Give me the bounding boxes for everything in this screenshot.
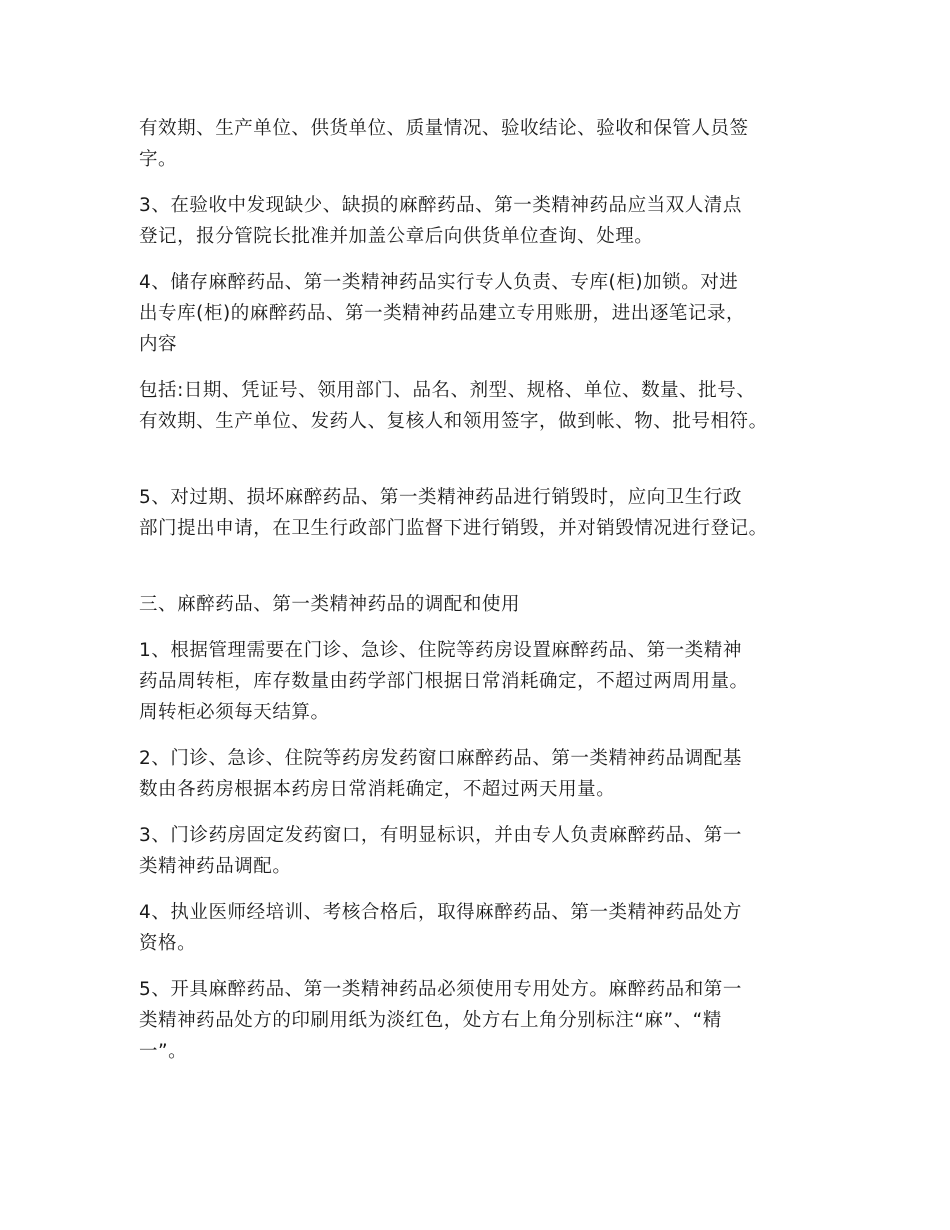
- text-line: 部门提出申请，在卫生行政部门监督下进行销毁，并对销毁情况进行登记。: [139, 518, 768, 539]
- paragraph-dispensing-2-base: [139, 743, 829, 805]
- text-line: 1、根据管理需要在门诊、急诊、住院等药房设置麻醉药品、第一类精神: [139, 640, 742, 661]
- text-line: 2、门诊、急诊、住院等药房发药窗口麻醉药品、第一类精神药品调配基: [139, 748, 742, 769]
- text-line: 有效期、生产单位、发药人、复核人和领用签字，做到帐、物、批号相符。: [139, 411, 768, 432]
- text-line: 4、储存麻醉药品、第一类精神药品实行专人负责、专库(柜)加锁。对进: [139, 272, 739, 293]
- text-line: 内容: [139, 334, 178, 355]
- text-line: 包括:日期、凭证号、领用部门、品名、剂型、规格、单位、数量、批号、: [139, 380, 756, 401]
- text-line: 出专库(柜)的麻醉药品、第一类精神药品建立专用账册，进出逐笔记录，: [139, 303, 746, 324]
- paragraph-item-5-destruction: [139, 482, 829, 544]
- text-line: 3、在验收中发现缺少、缺损的麻醉药品、第一类精神药品应当双人清点: [139, 195, 742, 216]
- text-line: 有效期、生产单位、供货单位、质量情况、验收结论、验收和保管人员签: [139, 118, 749, 139]
- paragraph-acceptance-record: [139, 113, 829, 175]
- text-line: 类精神药品调配。: [139, 856, 292, 877]
- text-line: 三、麻醉药品、第一类精神药品的调配和使用: [139, 594, 521, 615]
- text-line: 5、对过期、损坏麻醉药品、第一类精神药品进行销毁时，应向卫生行政: [139, 487, 742, 508]
- text-line: 资格。: [139, 933, 197, 954]
- paragraph-dispensing-5-prescription: [139, 974, 829, 1067]
- text-line: 字。: [139, 149, 178, 170]
- text-line: 数由各药房根据本药房日常消耗确定，不超过两天用量。: [139, 779, 616, 800]
- paragraph-dispensing-3-window: [139, 820, 829, 882]
- section-heading-dispensing: [139, 589, 829, 620]
- paragraph-dispensing-4-qualification: [139, 897, 829, 959]
- text-line: 药品周转柜，库存数量由药学部门根据日常消耗确定，不超过两周用量。: [139, 671, 749, 692]
- paragraph-dispensing-1-cabinet: [139, 635, 829, 728]
- paragraph-record-contents: [139, 375, 829, 437]
- paragraph-item-3-shortage: [139, 190, 829, 252]
- paragraph-item-4-storage: [139, 267, 829, 360]
- text-line: 3、门诊药房固定发药窗口，有明显标识，并由专人负责麻醉药品、第一: [139, 825, 742, 846]
- document-page: [139, 113, 829, 1067]
- text-line: 4、执业医师经培训、考核合格后，取得麻醉药品、第一类精神药品处方: [139, 902, 742, 923]
- text-line: 5、开具麻醉药品、第一类精神药品必须使用专用处方。麻醉药品和第一: [139, 979, 742, 1000]
- text-line: 一”。: [139, 1041, 188, 1062]
- text-line: 周转柜必须每天结算。: [139, 702, 330, 723]
- text-line: 登记，报分管院长批准并加盖公章后向供货单位查询、处理。: [139, 226, 654, 247]
- text-line: 类精神药品处方的印刷用纸为淡红色，处方右上角分别标注“麻”、“精: [139, 1010, 722, 1031]
